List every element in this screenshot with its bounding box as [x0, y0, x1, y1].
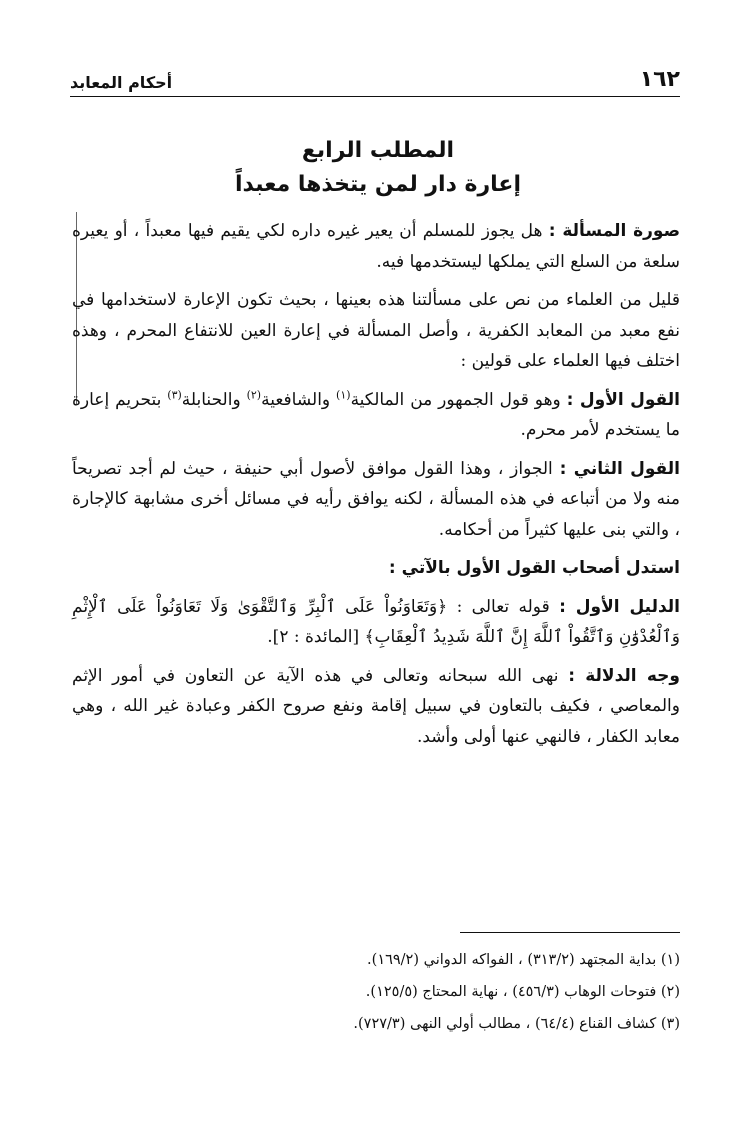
footnote-ref-3: (٣) [167, 387, 182, 401]
question-text: هل يجوز للمسلم أن يعير غيره داره لكي يقيم فيها معبداً ، أو يعيره سلعة من السلع التي يملكها ليستخدمها فيه. [72, 221, 680, 272]
running-header [70, 58, 680, 97]
first-opinion-lead: القول الأول : [566, 389, 680, 410]
first-opinion-text-c: والحنابلة [181, 389, 247, 410]
paragraph-first-evidence [72, 592, 680, 653]
question-lead: صورة المسألة : [548, 221, 680, 241]
footnote-rule [460, 932, 680, 933]
inference-lead: وجه الدلالة : [568, 665, 680, 686]
first-opinion-text-b: والشافعية [261, 389, 337, 410]
footnotes [72, 944, 680, 1040]
verse-reference: [المائدة : ٢]. [267, 627, 365, 647]
evidence-heading: استدل أصحاب القول الأول بالآتي : [388, 558, 680, 578]
footnote-2: (٢) فتوحات الوهاب (٤٥٦/٣) ، نهاية المحتاج (١٢٥/٥). [365, 984, 680, 1000]
body-text [72, 216, 680, 760]
paragraph-first-opinion [72, 385, 680, 446]
second-opinion-text: الجواز ، وهذا القول موافق لأصول أبي حنيفة ، حيث لم أجد تصريحاً منه ولا من أتباعه في هذه المسألة ، لكنه يوافق رأيه في مسائل أخرى مشابهة كالإجارة ، والتي بنى عليها كثيراً من أحكامه. [72, 458, 680, 540]
first-opinion-text-d: بتحريم إعارة ما يستخدم لأمر محرم. [72, 389, 680, 440]
paragraph-inference [72, 661, 680, 753]
inference-text: نهى الله سبحانه وتعالى في هذه الآية عن التعاون في أمور الإثم والمعاصي ، فكيف بالتعاون في سبيل إقامة ونفع صروح الكفر وعبادة غير الله ، وهي معابد الكفار ، فالنهي عنها أولى وأشد. [72, 665, 680, 747]
first-evidence-lead: الدليل الأول : [559, 596, 680, 617]
intro-text: قليل من العلماء من نص على مسألتنا هذه بعينها ، بحيث تكون الإعارة لاستخدامها في نفع معبد من المعابد الكفرية ، وأصل المسألة في إعارة العين للانتفاع المحرم ، وهذه اختلف فيها العلماء على قولين : [72, 290, 680, 371]
paragraph-intro [72, 285, 680, 377]
page-number: ١٦٢ [639, 67, 680, 92]
footnote-ref-1: (١) [336, 387, 351, 401]
footnote-3: (٣) كشاف القناع (٦٤/٤) ، مطالب أولي النهى (٧٢٧/٣). [353, 1016, 680, 1032]
footnote-ref-2: (٢) [246, 387, 262, 401]
second-opinion-lead: القول الثاني : [559, 458, 680, 479]
first-evidence-intro: قوله تعالى : [447, 596, 560, 617]
quran-verse: ﴿وَتَعَاوَنُواْ عَلَى ٱلْبِرِّ وَٱلتَّقْوَىٰ وَلَا تَعَاوَنُواْ عَلَى ٱلْإِثْمِ وَٱلْعُدْوَٰنِ وَٱتَّقُواْ ٱللَّهَ إِنَّ ٱللَّهَ شَدِيدُ ٱلْعِقَابِ﴾ [72, 596, 680, 647]
paragraph-second-opinion [72, 454, 680, 546]
footnote-1: (١) بداية المجتهد (٣١٣/٢) ، الفواكه الدواني (١٦٩/٢). [367, 952, 680, 968]
book-title: أحكام المعابد [70, 73, 173, 92]
section-title: المطلب الرابع [301, 138, 455, 163]
paragraph-question [72, 216, 680, 277]
section-subtitle: إعارة دار لمن يتخذها معبداً [234, 172, 521, 197]
first-opinion-text-a: وهو قول الجمهور من المالكية [350, 389, 567, 410]
